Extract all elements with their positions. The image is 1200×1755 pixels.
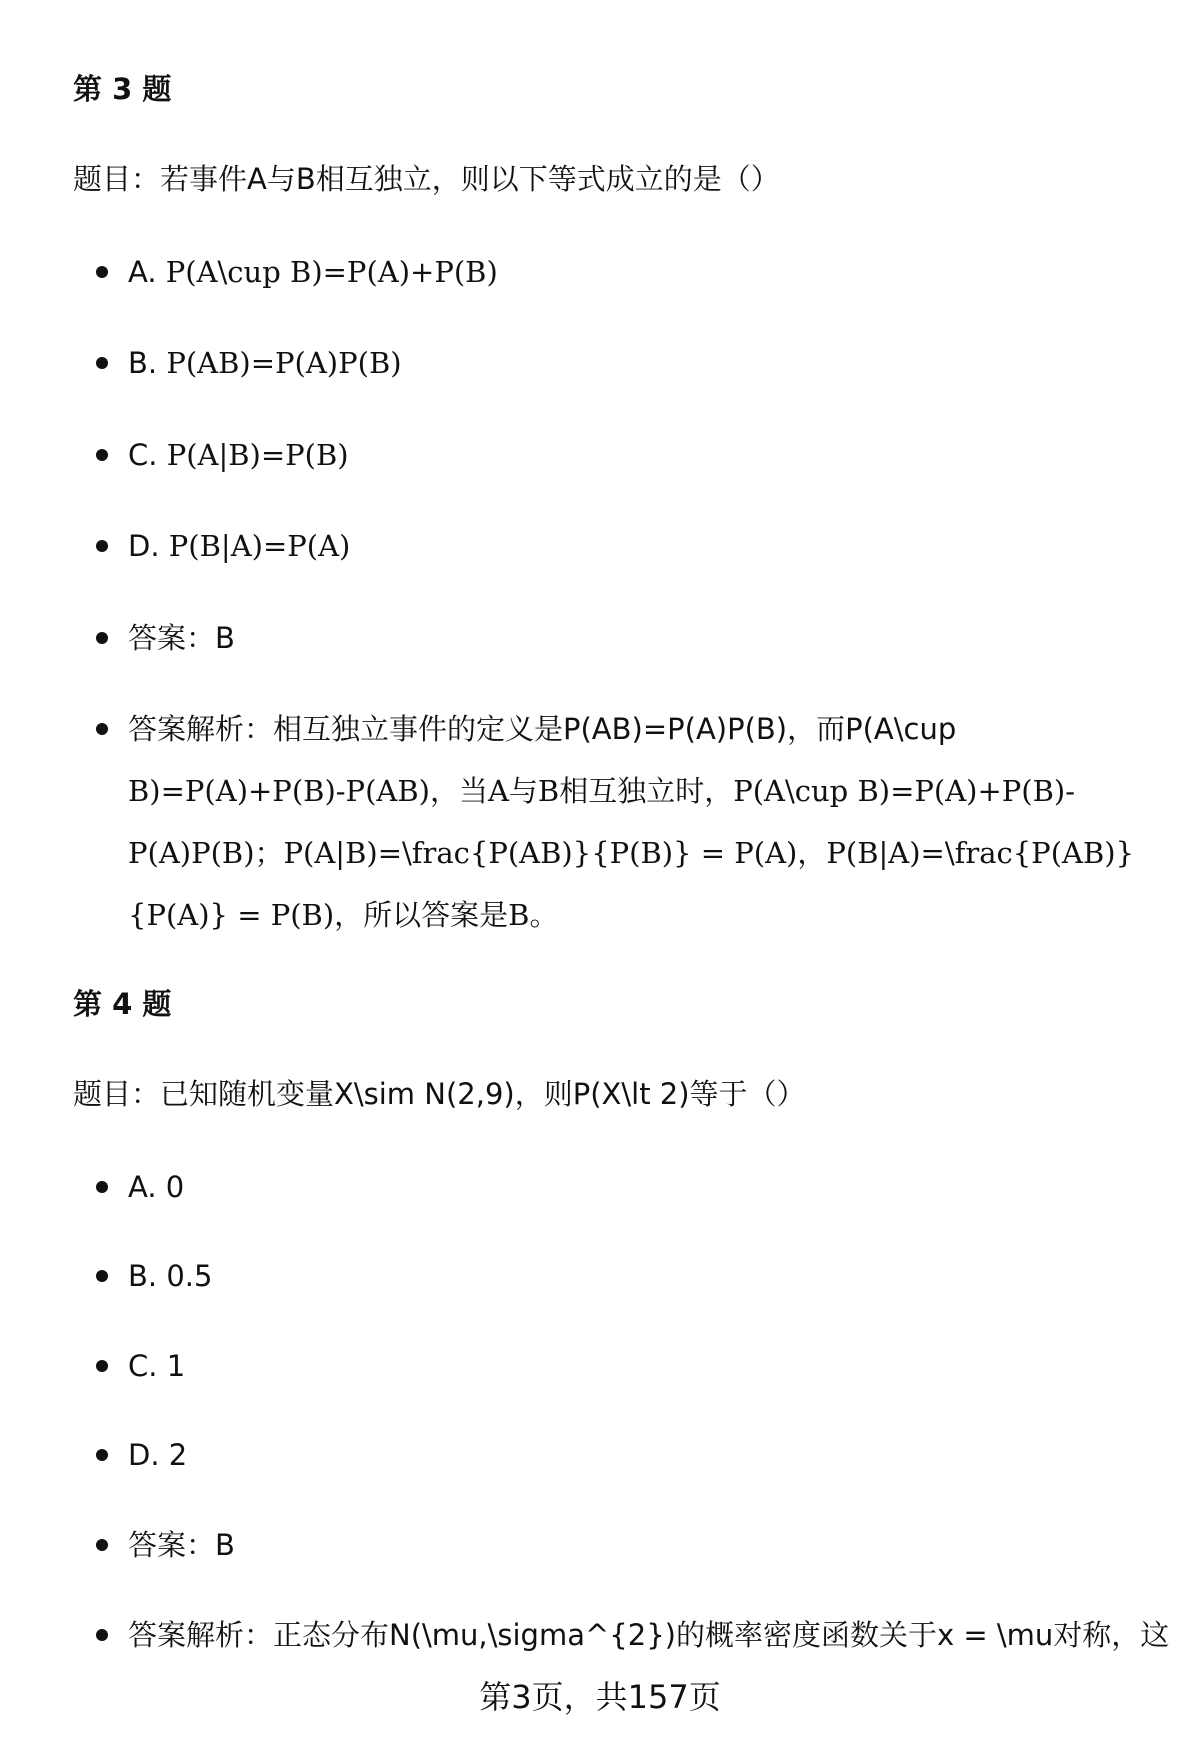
question-stem: 题目：若事件A与B相互独立，则以下等式成立的是（）	[73, 162, 780, 196]
option-text: P(AB)=P(A)P(B)	[166, 346, 402, 380]
question-stem: 题目：已知随机变量X\sim N(2,9)，则P(X\lt 2)等于（）	[73, 1077, 806, 1111]
page-number-footer: 第3页，共157页	[479, 1678, 721, 1716]
explanation-line: P(A)P(B)；P(A|B)=\frac{P(AB)}{P(B)} = P(A)，P(B|A)=\frac{P(AB)}	[128, 836, 1135, 870]
option-b	[128, 343, 402, 383]
answer: 答案：B	[128, 1528, 235, 1562]
option-letter: B.	[128, 1259, 167, 1293]
option-letter: D.	[128, 529, 169, 563]
option-d	[128, 1435, 187, 1475]
option-letter: B.	[128, 346, 167, 380]
bullet	[96, 357, 108, 369]
option-a	[128, 252, 498, 292]
bullet	[96, 723, 108, 735]
bullet	[96, 540, 108, 552]
option-text: P(B|A)=P(A)	[168, 529, 351, 563]
bullet	[96, 632, 108, 644]
question-heading: 第 4 题	[73, 987, 172, 1021]
answer: 答案：B	[128, 621, 235, 655]
explanation-line: B)=P(A)+P(B)-P(AB)，当A与B相互独立时，P(A\cup B)=P(A)+P(B)-	[128, 774, 1076, 808]
bullet	[96, 1539, 108, 1551]
option-letter: A.	[128, 1170, 166, 1204]
option-c	[128, 435, 349, 475]
option-letter: A.	[128, 255, 166, 289]
bullet	[96, 1181, 108, 1193]
option-letter: D.	[128, 1438, 169, 1472]
question-heading: 第 3 题	[73, 72, 172, 106]
option-letter: C.	[128, 1349, 167, 1383]
option-text: P(A\cup B)=P(A)+P(B)	[165, 255, 498, 289]
bullet	[96, 449, 108, 461]
answer-explanation	[128, 1604, 1170, 1666]
explanation-line: 答案解析：相互独立事件的定义是P(AB)=P(A)P(B)，而P(A\cup	[128, 712, 957, 746]
option-d	[128, 526, 350, 566]
option-c	[128, 1346, 185, 1386]
option-text: 0	[165, 1170, 185, 1204]
explanation-line: {P(A)} = P(B)，所以答案是B。	[128, 898, 559, 932]
bullet	[96, 1629, 108, 1641]
bullet	[96, 266, 108, 278]
option-b	[128, 1256, 212, 1296]
option-letter: C.	[128, 438, 167, 472]
explanation-line: 答案解析：正态分布N(\mu,\sigma^{2})的概率密度函数关于x = \mu对称，这	[128, 1618, 1170, 1652]
option-text: 1	[166, 1349, 186, 1383]
option-a	[128, 1167, 184, 1207]
bullet	[96, 1360, 108, 1372]
option-text: 2	[168, 1438, 188, 1472]
bullet	[96, 1270, 108, 1282]
option-text: 0.5	[166, 1259, 213, 1293]
option-text: P(A|B)=P(B)	[166, 438, 349, 472]
bullet	[96, 1449, 108, 1461]
answer-explanation	[128, 698, 1138, 946]
